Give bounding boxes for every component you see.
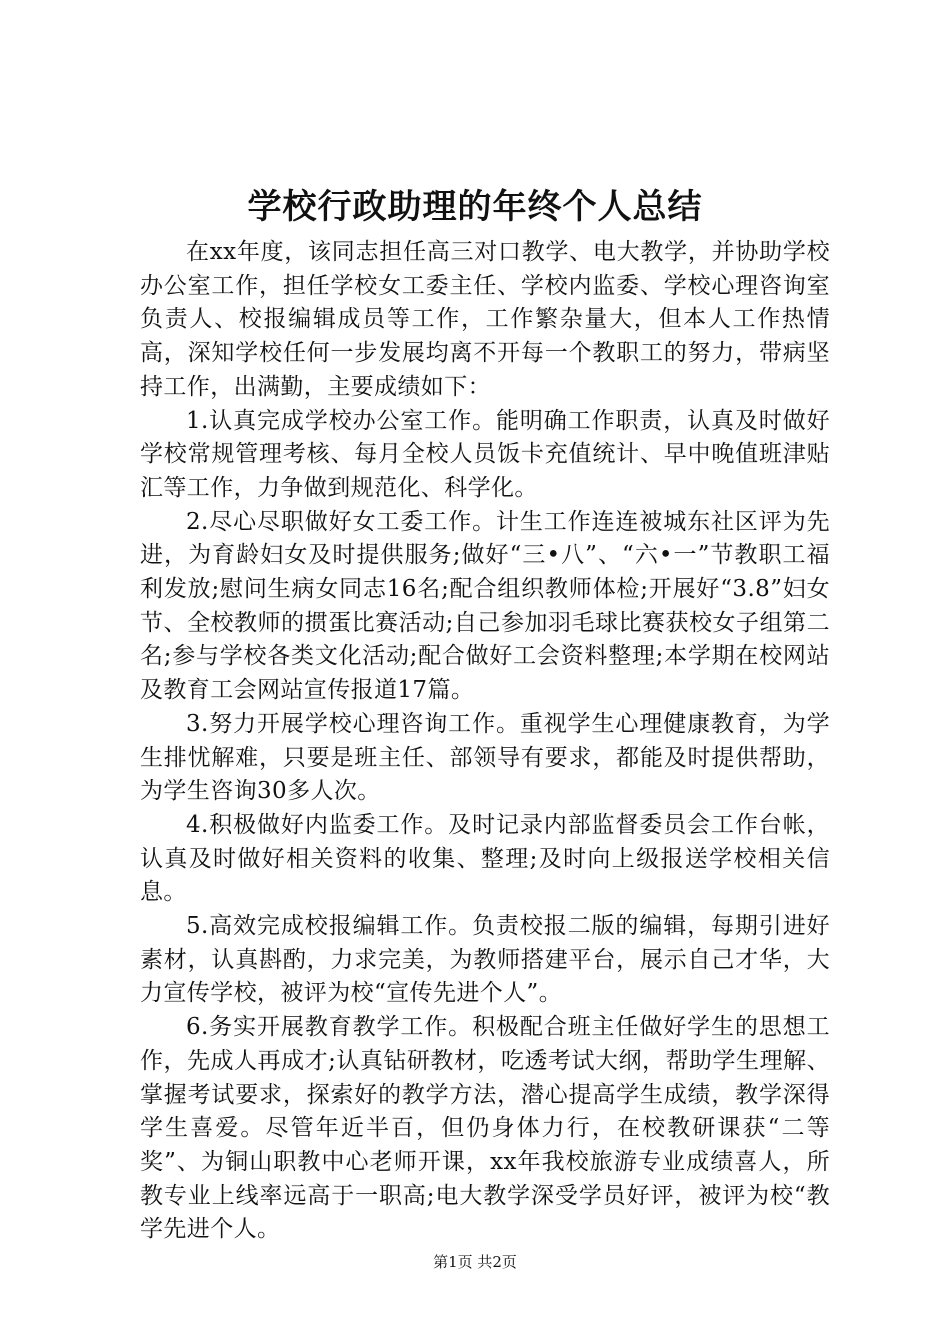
document-body [140, 236, 830, 1247]
paragraph-item-3: 3.努力开展学校心理咨询工作。重视学生心理健康教育，为学生排忧解难，只要是班主任、部领导有要求，都能及时提供帮助，为学生咨询30多人次。 [140, 710, 830, 805]
paragraph-item-6: 6.务实开展教育教学工作。积极配合班主任做好学生的思想工作，先成人再成才;认真钻研教材，吃透考试大纲，帮助学生理解、掌握考试要求，探索好的教学方法，潜心提高学生成绩，教学深得学生喜爱。尽管年近半百，但仍身体力行，在校教研课获“二等奖”、为铜山职教中心老师开课，xx年我校旅游专业成绩喜人，所教专业上线率远高于一职高;电大教学深受学员好评，被评为校“教学先进个人。 [140, 1014, 830, 1243]
page-number-footer: 第1页 共2页 [433, 1253, 517, 1271]
document-title: 学校行政助理的年终个人总结 [247, 187, 703, 227]
paragraph-item-5: 5.高效完成校报编辑工作。负责校报二版的编辑，每期引进好素材，认真斟酌，力求完美，为教师搭建平台，展示自己才华，大力宣传学校，被评为校“宣传先进个人”。 [140, 913, 830, 1007]
paragraph-item-4: 4.积极做好内监委工作。及时记录内部监督委员会工作台帐，认真及时做好相关资料的收集、整理;及时向上级报送学校相关信息。 [140, 811, 830, 906]
paragraph-item-1: 1.认真完成学校办公室工作。能明确工作职责，认真及时做好学校常规管理考核、每月全校人员饭卡充值统计、早中晚值班津贴汇等工作，力争做到规范化、科学化。 [140, 407, 830, 501]
paragraph-intro: 在xx年度，该同志担任高三对口教学、电大教学，并协助学校办公室工作，担任学校女工委主任、学校内监委、学校心理咨询室负责人、校报编辑成员等工作，工作繁杂量大，但本人工作热情高，深知学校任何一步发展均离不开每一个教职工的努力，带病坚持工作，出满勤，主要成绩如下： [140, 239, 830, 400]
paragraph-item-2: 2.尽心尽职做好女工委工作。计生工作连连被城东社区评为先进，为育龄妇女及时提供服务;做好“三•八”、“六•一”节教职工福利发放;慰问生病女同志16名;配合组织教师体检;开展好“3.8”妇女节、全校教师的掼蛋比赛活动;自己参加羽毛球比赛获校女子组第二名;参与学校各类文化活动;配合做好工会资料整理;本学期在校网站及教育工会网站宣传报道17篇。 [140, 508, 830, 704]
